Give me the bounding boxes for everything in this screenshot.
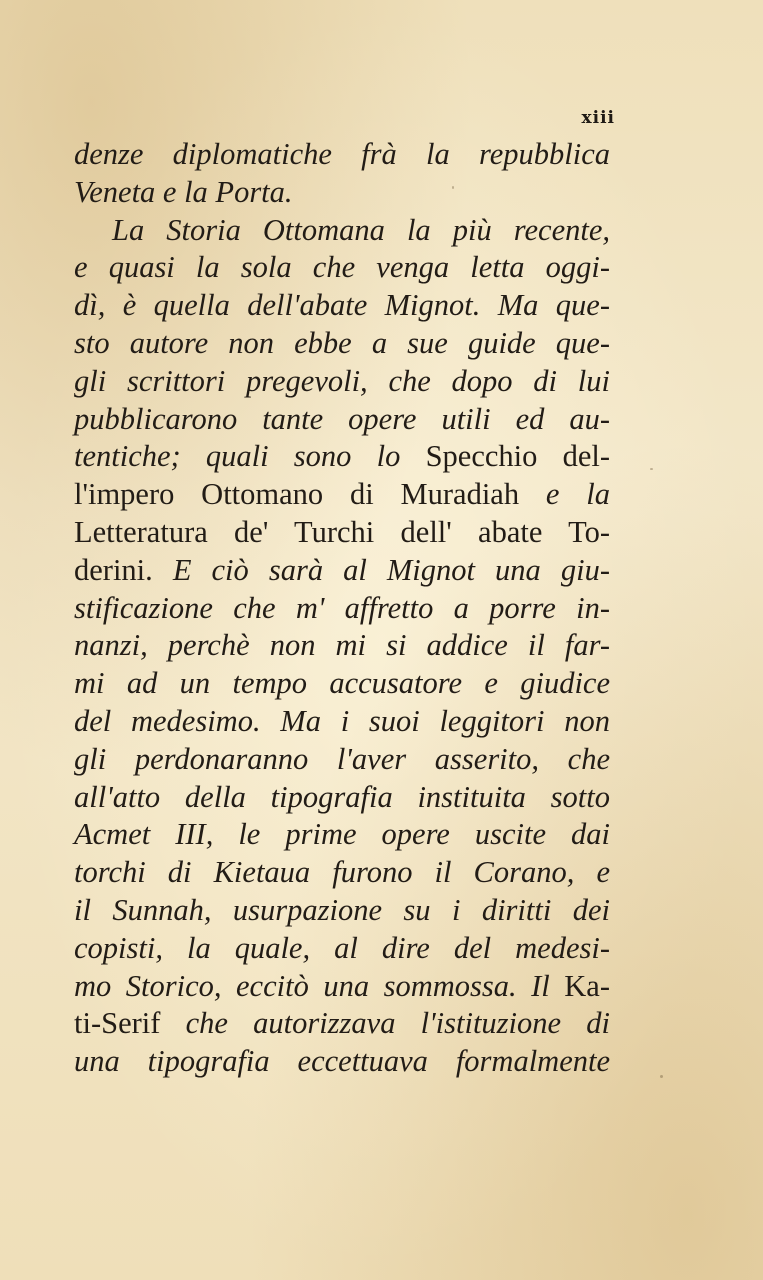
text-line xyxy=(74,552,610,590)
italic-text: denze diplomatiche frà la repubblica xyxy=(74,137,610,171)
text-line xyxy=(74,968,610,1006)
text-line xyxy=(74,1005,610,1043)
italic-text: La Storia Ottomana la più recente, xyxy=(112,212,610,247)
text-line xyxy=(74,287,610,325)
text-line xyxy=(74,627,610,665)
text-line xyxy=(74,514,610,552)
italic-text: nanzi, perchè non mi si addice il far- xyxy=(74,628,610,663)
italic-text: stificazione che m' affretto a porre in- xyxy=(74,590,610,625)
roman-text: ti-Serif xyxy=(74,1006,186,1041)
body-text xyxy=(74,136,610,1081)
text-line xyxy=(74,703,610,741)
italic-text: che autorizzava l'istituzione di xyxy=(185,1006,610,1041)
italic-text: una tipografia eccettuava formalmente xyxy=(74,1044,610,1079)
text-line xyxy=(74,854,610,892)
roman-text: Specchio del- xyxy=(425,439,611,474)
italic-text: torchi di Kietaua furono il Corano, e xyxy=(74,855,610,890)
italic-text: e quasi la sola che venga letta oggi- xyxy=(74,250,610,285)
roman-text: Ka- xyxy=(564,968,610,1003)
italic-text: gli perdonaranno l'aver asserito, che xyxy=(74,741,610,776)
paper-speck xyxy=(598,1018,600,1020)
roman-text: Letteratura de' Turchi dell' abate To- xyxy=(74,514,610,549)
text-line xyxy=(74,816,610,854)
italic-text: pubblicarono tante opere utili ed au- xyxy=(74,401,610,436)
paper-speck xyxy=(452,186,454,189)
text-line xyxy=(74,892,610,930)
text-line xyxy=(74,438,610,476)
italic-text: copisti, la quale, al dire del medesi- xyxy=(74,930,610,965)
italic-text: tentiche; quali sono lo xyxy=(74,439,426,474)
text-line xyxy=(74,741,610,779)
text-line xyxy=(74,212,610,250)
italic-text: gli scrittori pregevoli, che dopo di lui xyxy=(74,363,610,398)
text-line xyxy=(74,325,610,363)
text-line xyxy=(74,476,610,514)
italic-text: E ciò sarà al Mignot una giu- xyxy=(172,552,610,587)
text-line xyxy=(74,401,610,439)
italic-text: il Sunnah, usurpazione su i diritti dei xyxy=(74,892,610,927)
text-line xyxy=(74,249,610,287)
text-line xyxy=(74,665,610,703)
roman-text: derini. xyxy=(74,552,173,587)
italic-text: del medesimo. Ma i suoi leggitori non xyxy=(74,703,610,738)
paper-speck xyxy=(660,1075,663,1078)
text-line xyxy=(74,1043,610,1081)
text-line xyxy=(74,779,610,817)
text-line xyxy=(74,590,610,628)
text-line xyxy=(74,930,610,968)
paper-speck xyxy=(650,468,653,470)
italic-text: Acmet III, le prime opere uscite dai xyxy=(74,817,610,852)
roman-text: l'impero Ottomano di Muradiah xyxy=(74,477,546,512)
italic-text: dì, è quella dell'abate Mignot. Ma que- xyxy=(74,288,610,323)
italic-text: sto autore non ebbe a sue guide que- xyxy=(74,325,610,360)
text-line xyxy=(74,174,610,212)
page-number: xiii xyxy=(581,108,615,128)
italic-text: all'atto della tipografia instituita sotto xyxy=(74,779,610,814)
italic-text: mi ad un tempo accusatore e giudice xyxy=(74,666,610,701)
text-line xyxy=(74,136,610,174)
text-line xyxy=(74,363,610,401)
italic-text: e la xyxy=(545,477,610,512)
italic-text: mo Storico, eccitò una sommossa. Il xyxy=(74,968,565,1003)
italic-text: Veneta e la Porta. xyxy=(74,174,293,209)
